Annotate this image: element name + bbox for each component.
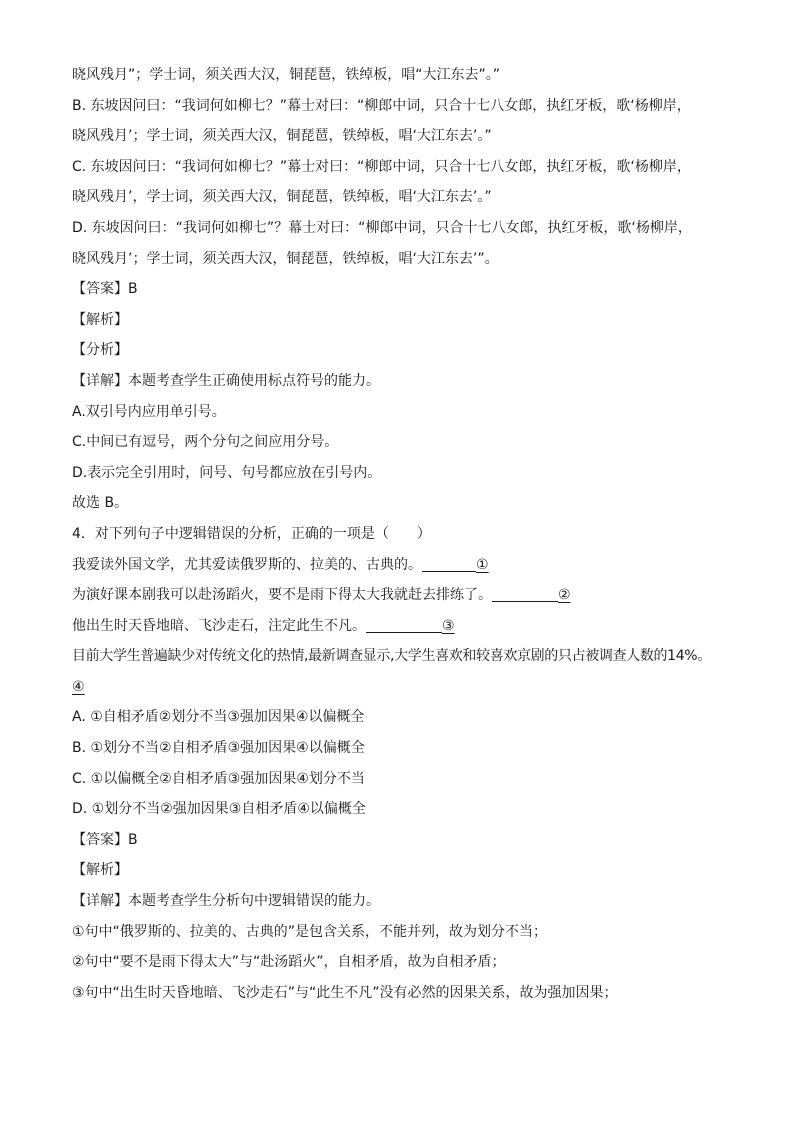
q4-option-d: D. ①划分不当②强加因果③自相矛盾④以偏概全 bbox=[72, 801, 366, 818]
sentence-text: 为演好课本剧我可以赴汤蹈火，要不是雨下得太大我就赶去排练了。 bbox=[72, 587, 492, 604]
sentence-text: 他出生时天昏地暗、飞沙走石，注定此生不凡。 bbox=[72, 617, 366, 634]
q3-fenxi-heading: 【分析】 bbox=[72, 342, 128, 359]
q3-detail-d: D.表示完全引用时，问号、句号都应放在引号内。 bbox=[72, 464, 382, 481]
q3-detail-c: C.中间已有逗号，两个分句之间应用分号。 bbox=[72, 434, 339, 451]
option-b-line-2: 晓风残月’；学士词，须关西大汉，铜琵琶，铁绰板，唱‘大江东去’。” bbox=[72, 128, 492, 145]
q4-detail-3: ③句中“出生时天昏地暗、飞沙走石”与“此生不凡”没有必然的因果关系，故为强加因果； bbox=[72, 984, 618, 1001]
sentence-text: 我爱读外国文学，尤其爱读俄罗斯的、拉美的、古典的。 bbox=[72, 556, 422, 573]
q4-answer bbox=[72, 825, 732, 856]
q4-sentence-4-mark-line bbox=[72, 672, 732, 703]
sentence-mark: ① bbox=[476, 556, 489, 573]
option-c-line-1: C. 东坡因问曰：“我词何如柳七？”幕士对曰：“柳郎中词，只合十七八女郎，执红牙板，歌‘杨柳岸， bbox=[72, 158, 691, 175]
q4-sentence-3 bbox=[72, 611, 732, 642]
q4-detail-1: ①句中“俄罗斯的、拉美的、古典的”是包含关系，不能并列，故为划分不当； bbox=[72, 923, 548, 940]
question-4-stem: 4．对下列句子中逻辑错误的分析，正确的一项是（ ） bbox=[72, 525, 431, 542]
answer-label: 【答案】 bbox=[72, 281, 128, 298]
q4-jiexi-heading: 【解析】 bbox=[72, 862, 128, 879]
answer-label: 【答案】 bbox=[72, 831, 128, 848]
option-d-line-2: 晓风残月’；学士词，须关西大汉，铜琵琶，铁绰板，唱‘大江东去’”。 bbox=[72, 250, 499, 267]
option-c-line-2: 晓风残月’，学士词，须关西大汉，铜琵琶，铁绰板，唱‘大江东去’。” bbox=[72, 189, 492, 206]
answer-value: B bbox=[128, 281, 138, 298]
q3-answer bbox=[72, 274, 732, 305]
option-a-continuation: 晓风残月”；学士词，须关西大汉，铜琵琶，铁绰板，唱“大江东去”。” bbox=[72, 67, 501, 83]
q4-sentence-1 bbox=[72, 550, 732, 581]
q4-detail-2: ②句中“要不是雨下得太大”与“赴汤蹈火”，自相矛盾，故为自相矛盾； bbox=[72, 954, 506, 971]
option-d-line-1: D. 东坡因问曰：“我词何如柳七”？幕士对曰：“柳郎中词，只合十七八女郎，执红牙板，歌‘杨柳岸， bbox=[72, 219, 692, 236]
answer-value: B bbox=[128, 831, 138, 848]
sentence-blank bbox=[422, 555, 476, 572]
q4-option-b: B. ①划分不当②自相矛盾③强加因果④以偏概全 bbox=[72, 740, 365, 757]
document-page bbox=[72, 60, 732, 1008]
q3-detail-intro: 【详解】本题考查学生正确使用标点符号的能力。 bbox=[72, 372, 380, 389]
q3-jiexi-heading: 【解析】 bbox=[72, 311, 128, 328]
q4-sentence-4: 目前大学生普遍缺少对传统文化的热情,最新调查显示,大学生喜欢和较喜欢京剧的只占被调查人数的14%。 bbox=[72, 648, 711, 665]
q4-detail-intro: 【详解】本题考查学生分析句中逻辑错误的能力。 bbox=[72, 893, 380, 910]
q3-detail-a: A.双引号内应用单引号。 bbox=[72, 403, 226, 420]
q4-option-c: C. ①以偏概全②自相矛盾③强加因果④划分不当 bbox=[72, 770, 365, 787]
sentence-blank bbox=[366, 616, 442, 633]
sentence-mark: ③ bbox=[442, 617, 455, 634]
option-b-line-1: B. 东坡因问曰：“我词何如柳七？”幕士对曰：“柳郎中词，只合十七八女郎，执红牙板，歌‘杨柳岸， bbox=[72, 97, 691, 114]
sentence-blank bbox=[492, 585, 558, 602]
q3-conclusion: 故选 B。 bbox=[72, 495, 129, 512]
q4-option-a: A. ①自相矛盾②划分不当③强加因果④以偏概全 bbox=[72, 709, 365, 726]
sentence-mark: ④ bbox=[72, 678, 85, 695]
q4-sentence-2 bbox=[72, 580, 732, 611]
sentence-mark: ② bbox=[558, 587, 571, 604]
